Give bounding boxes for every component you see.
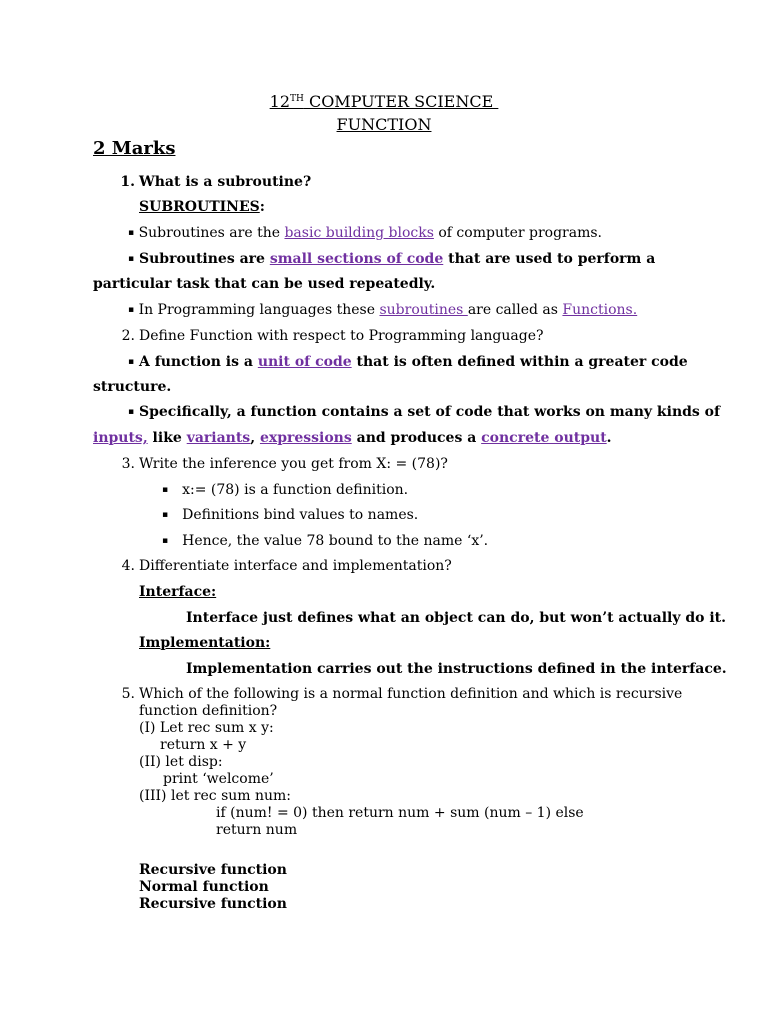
square-bullet-icon: ▪ xyxy=(128,305,135,315)
title-text: COMPUTER SCIENCE xyxy=(303,92,499,111)
subroutines-heading: SUBROUTINES: xyxy=(139,199,265,215)
question-number: 5. xyxy=(121,686,135,702)
square-bullet-icon: ▪ xyxy=(162,510,169,520)
interface-heading: Interface: xyxy=(139,584,217,600)
question-number: 3. xyxy=(121,456,135,472)
list-item: ▪ Specifically, a function contains a set of code that works on many kinds of xyxy=(128,404,721,420)
paragraph-continuation: particular task that can be used repeatedly. xyxy=(93,276,436,292)
link-small-sections-of-code[interactable]: small sections of code xyxy=(269,251,444,267)
page-subtitle: FUNCTION xyxy=(336,115,432,134)
question-2 xyxy=(113,328,768,345)
code-line: return num xyxy=(216,822,298,838)
question-1 xyxy=(113,174,768,191)
question-text: What is a subroutine? xyxy=(139,174,312,190)
paragraph-continuation: inputs, like variants, expressions and produces a concrete output. xyxy=(93,430,612,446)
answer-line: Normal function xyxy=(139,879,269,895)
list-item: ▪ A function is a unit of code that is often defined within a greater code xyxy=(128,354,688,370)
implementation-heading: Implementation: xyxy=(139,635,271,651)
link-subroutines[interactable]: subroutines xyxy=(379,302,468,318)
paragraph-continuation: structure. xyxy=(93,379,172,395)
code-line: print ‘welcome’ xyxy=(163,771,274,787)
code-line: return x + y xyxy=(160,737,247,753)
question-4 xyxy=(113,558,768,575)
link-concrete-output[interactable]: concrete output xyxy=(481,430,607,446)
list-item: ▪ x:= (78) is a function definition. xyxy=(162,482,409,498)
square-bullet-icon: ▪ xyxy=(162,485,169,495)
question-text: Which of the following is a normal function definition and which is recursive xyxy=(139,686,683,702)
square-bullet-icon: ▪ xyxy=(128,357,135,367)
code-line: (III) let rec sum num: xyxy=(139,788,292,804)
question-text: Write the inference you get from X: = (78)? xyxy=(139,456,448,472)
link-basic-building-blocks[interactable]: basic building blocks xyxy=(284,225,434,241)
list-item: ▪ Definitions bind values to names. xyxy=(162,507,419,523)
section-heading: 2 Marks xyxy=(93,138,176,159)
code-line: if (num! = 0) then return num + sum (num – 1) else xyxy=(216,805,584,821)
list-item: ▪ Subroutines are small sections of code that are used to perform a xyxy=(128,251,656,267)
question-text: Define Function with respect to Programming language? xyxy=(139,328,544,344)
code-line: (II) let disp: xyxy=(139,754,223,770)
link-inputs[interactable]: inputs, xyxy=(93,430,148,446)
code-line: (I) Let rec sum x y: xyxy=(139,720,274,736)
question-3 xyxy=(113,456,768,473)
square-bullet-icon: ▪ xyxy=(162,536,169,546)
list-item: ▪ In Programming languages these subroutines are called as Functions. xyxy=(128,302,638,318)
square-bullet-icon: ▪ xyxy=(128,407,135,417)
question-number: 1. xyxy=(120,174,135,190)
question-5 xyxy=(113,686,768,703)
link-variants[interactable]: variants xyxy=(186,430,251,446)
list-item: ▪ Subroutines are the basic building blocks of computer programs. xyxy=(128,225,603,241)
link-expressions[interactable]: expressions xyxy=(259,430,352,446)
question-text-continuation: function definition? xyxy=(139,703,278,719)
answer-line: Recursive function xyxy=(139,862,287,878)
question-text: Differentiate interface and implementation? xyxy=(139,558,452,574)
implementation-text: Implementation carries out the instructions defined in the interface. xyxy=(186,661,727,677)
answer-line: Recursive function xyxy=(139,896,287,912)
title-superscript: TH xyxy=(290,94,304,104)
list-item: ▪ Hence, the value 78 bound to the name ‘x’. xyxy=(162,533,489,549)
question-number: 2. xyxy=(121,328,135,344)
question-number: 4. xyxy=(121,558,135,574)
title-number: 12 xyxy=(269,92,290,111)
link-unit-of-code[interactable]: unit of code xyxy=(257,354,352,370)
link-functions[interactable]: Functions. xyxy=(562,302,638,318)
interface-text: Interface just defines what an object can do, but won’t actually do it. xyxy=(186,610,727,626)
square-bullet-icon: ▪ xyxy=(128,228,135,238)
square-bullet-icon: ▪ xyxy=(128,254,135,264)
page-title xyxy=(0,90,768,111)
